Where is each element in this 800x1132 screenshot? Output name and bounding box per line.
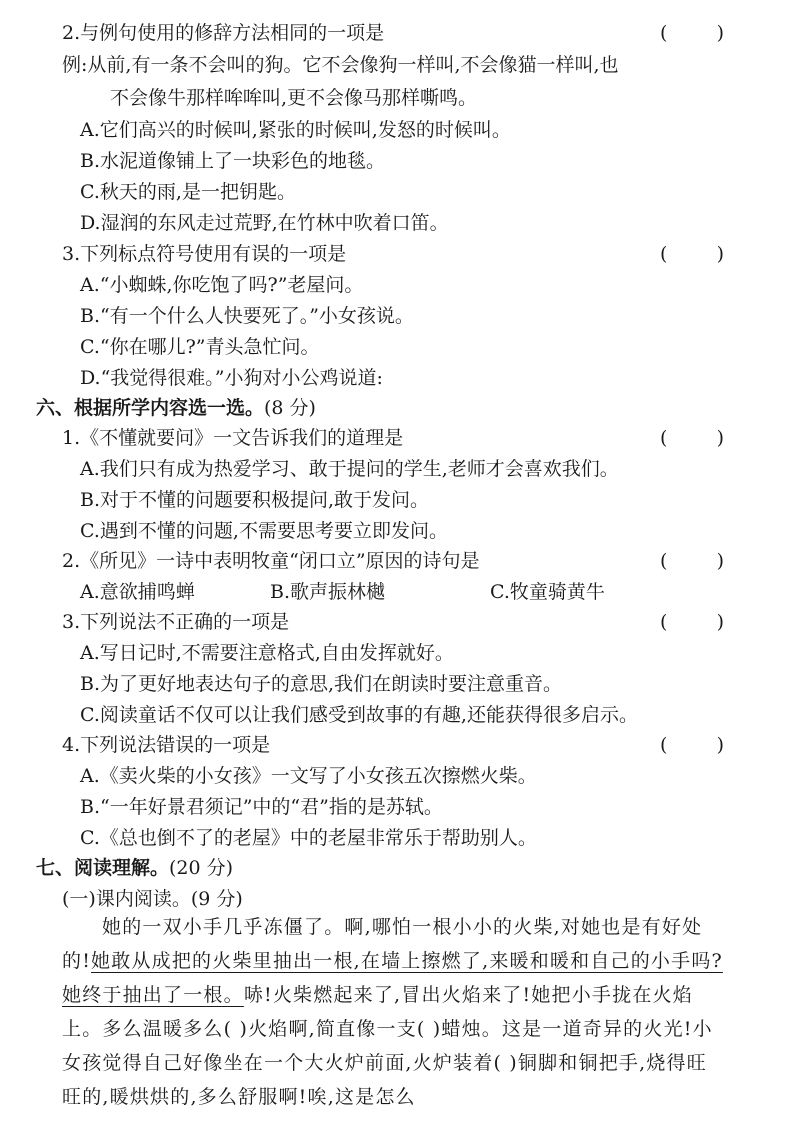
s6-q2-stem: 2.《所见》一诗中表明牧童“闭口立”原因的诗句是 [62, 550, 480, 572]
q3-stem: 3.下列标点符号使用有误的一项是 [62, 243, 347, 265]
s6-q2-option-a: A.意欲捕鸣蝉 [80, 581, 195, 603]
section-6-points: (8 分) [264, 397, 316, 419]
q2-stem-line [0, 18, 800, 48]
s6-q3-option-b: B.为了更好地表达句子的意思,我们在朗读时要注意重音。 [80, 673, 563, 695]
section-7-points: (20 分) [169, 857, 234, 879]
reading-passage [62, 910, 727, 1114]
s6-q2-stem-line [0, 546, 800, 576]
s6-q4-option-b: B.“一年好景君须记”中的“君”指的是苏轼。 [80, 796, 443, 818]
section-6-heading [0, 393, 800, 423]
s6-q3-stem-line [0, 607, 800, 637]
s6-q1-stem-line [0, 423, 800, 453]
section-7-sub1-points: (9 分) [190, 888, 243, 910]
q2-answer-blank[interactable]: ( ) [660, 22, 724, 44]
q3-option-b: B.“有一个什么人快要死了。”小女孩说。 [80, 305, 414, 327]
q2-option-c: C.秋天的雨,是一把钥匙。 [80, 181, 296, 203]
section-7-sub1-title: (一)课内阅读。 [62, 888, 191, 910]
s6-q3-option-a: A.写日记时,不需要注意格式,自由发挥就好。 [80, 642, 454, 664]
s6-q2-option-b: B.歌声振林樾 [270, 581, 386, 603]
s6-q4-stem-line [0, 730, 800, 760]
s6-q1-option-c: C.遇到不懂的问题,不需要思考要立即发问。 [80, 520, 448, 542]
s6-q4-option-c: C.《总也倒不了的老屋》中的老屋非常乐于帮助别人。 [80, 827, 537, 849]
q3-answer-blank[interactable]: ( ) [660, 243, 724, 265]
s6-q1-option-a: A.我们只有成为热爱学习、敢于提问的学生,老师才会喜欢我们。 [80, 458, 619, 480]
q3-option-c: C.“你在哪儿?”青头急忙问。 [80, 336, 320, 358]
s6-q4-option-a: A.《卖火柴的小女孩》一文写了小女孩五次擦燃火柴。 [80, 765, 537, 787]
passage-text-1: 她的一双小手几乎冻僵了。啊,哪怕一根小小的火柴,对她也是有好处的! [62, 916, 703, 972]
s6-q2-options [0, 577, 800, 607]
section-7-heading [0, 853, 800, 883]
s6-q1-answer-blank[interactable]: ( ) [660, 427, 724, 449]
q2-stem: 2.与例句使用的修辞方法相同的一项是 [62, 22, 385, 44]
q2-option-b: B.水泥道像铺上了一块彩色的地毯。 [80, 150, 386, 172]
s6-q2-option-c: C.牧童骑黄牛 [490, 581, 605, 603]
q3-option-a: A.“小蜘蛛,你吃饱了吗?”老屋问。 [80, 274, 364, 296]
s6-q4-answer-blank[interactable]: ( ) [660, 734, 724, 756]
s6-q4-stem: 4.下列说法错误的一项是 [62, 734, 271, 756]
q2-example-line2: 不会像牛那样哞哞叫,更不会像马那样嘶鸣。 [110, 87, 478, 109]
passage-underlined-sentence: 她敢从成把的火柴里抽出一根,在墙上擦燃了,来暖和暖和自己的小手吗?她终于抽出了一根。 [62, 950, 723, 1006]
q2-option-d: D.湿润的东风走过荒野,在竹林中吹着口笛。 [80, 212, 449, 234]
s6-q3-answer-blank[interactable]: ( ) [660, 611, 724, 633]
q2-option-a: A.它们高兴的时候叫,紧张的时候叫,发怒的时候叫。 [80, 119, 511, 141]
s6-q3-stem: 3.下列说法不正确的一项是 [62, 611, 290, 633]
q2-example-line1: 例:从前,有一条不会叫的狗。它不会像狗一样叫,不会像猫一样叫,也 [62, 54, 619, 76]
s6-q1-stem: 1.《不懂就要问》一文告诉我们的道理是 [62, 427, 404, 449]
s6-q2-answer-blank[interactable]: ( ) [660, 550, 724, 572]
passage-text-2: 哧!火柴燃起来了,冒出火焰来了!她把小手拢在火焰上。多么温暖多么( )火焰啊,简直像一支( )蜡烛。这是一道奇异的火光!小女孩觉得自己好像坐在一个大火炉前面,火炉装着( )铜脚和铜把手,烧得旺旺的,暖烘烘的,多么舒服啊!唉,这是怎么 [62, 984, 713, 1108]
s6-q1-option-b: B.对于不懂的问题要积极提问,敢于发问。 [80, 489, 430, 511]
q3-stem-line [0, 239, 800, 269]
section-6-title: 六、根据所学内容选一选。 [36, 397, 265, 419]
section-7-title: 七、阅读理解。 [36, 857, 170, 879]
q3-option-d: D.“我觉得很难。”小狗对小公鸡说道: [80, 367, 383, 389]
s6-q3-option-c: C.阅读童话不仅可以让我们感受到故事的有趣,还能获得很多启示。 [80, 704, 638, 726]
